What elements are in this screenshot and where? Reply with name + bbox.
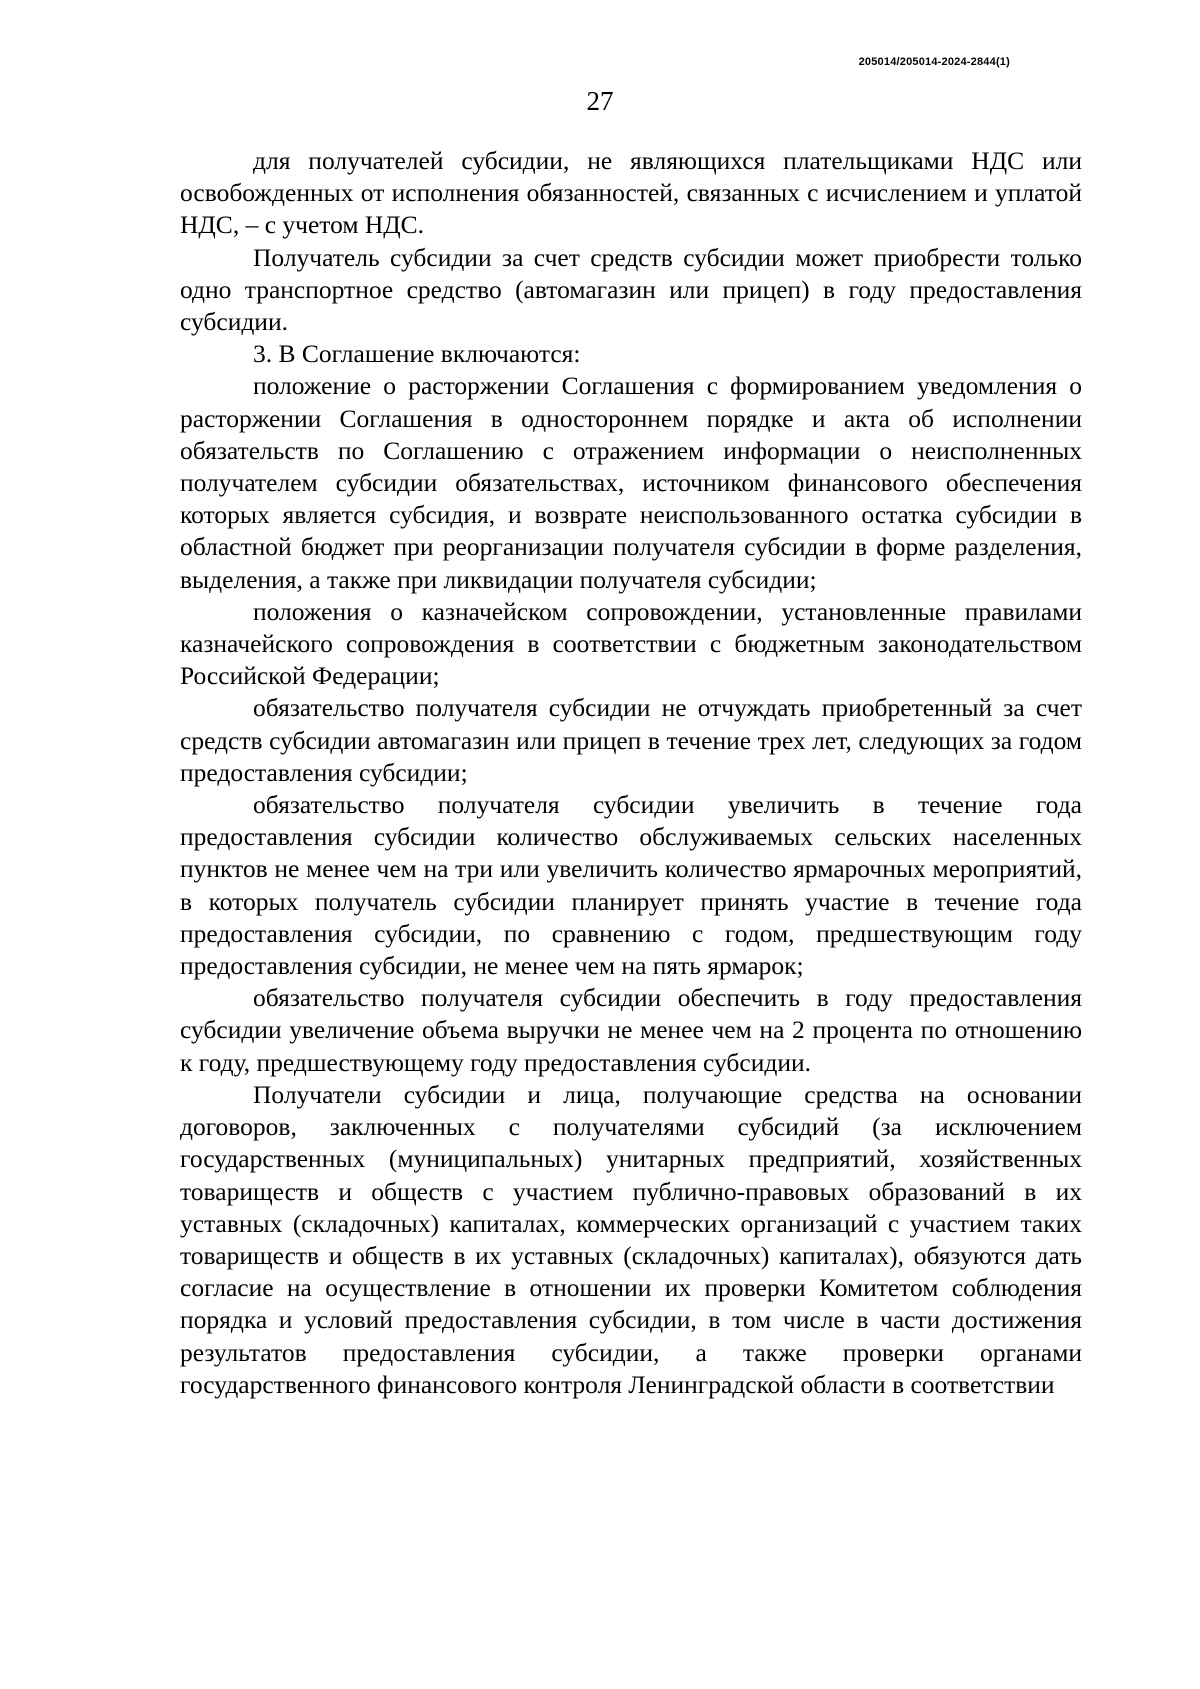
list-item: положения о казначейском сопровождении, установленные правилами казначейского сопровождения в соответствии с бюджетным законодательством Российской Федерации; xyxy=(180,596,1082,691)
paragraph: Получатель субсидии за счет средств субсидии может приобрести только одно транспортное средство (автомагазин или прицеп) в году предоставления субсидии. xyxy=(180,242,1082,337)
paragraph-continuation: для получателей субсидии, не являющихся плательщиками НДС или освобожденных от исполнения обязанностей, связанных с исчислением и уплатой НДС, – с учетом НДС. xyxy=(180,146,1082,240)
paragraph: Получатели субсидии и лица, получающие средства на основании договоров, заключенных с получателями субсидий (за исключением государственных (муниципальных) унитарных предприятий, хозяйственных товариществ и обществ с участием публично-правовых образований в их уставных (складочных) капиталах, коммерческих организаций с участием таких товариществ и обществ в их уставных (складочных) капиталах), обязуются дать согласие на осуществление в отношении их проверки Комитетом соблюдения порядка и условий предоставления субсидии, в том числе в части достижения результатов предоставления субсидии, а также проверки органами государственного финансового контроля Ленинградской области в соответствии xyxy=(180,1079,1082,1399)
list-item: обязательство получателя субсидии увеличить в течение года предоставления субсидии количество обслуживаемых сельских населенных пунктов не менее чем на три или увеличить количество ярмарочных мероприятий, в которых получатель субсидии планирует принять участие в течение года предоставления субсидии, по сравнению с годом, предшествующим году предоставления субсидии, не менее чем на пять ярмарок; xyxy=(180,790,1082,981)
page-number: 27 xyxy=(586,86,614,116)
paragraph-section-3: 3. В Соглашение включаются: xyxy=(253,339,581,369)
list-item: обязательство получателя субсидии обеспечить в году предоставления субсидии увеличение объема выручки не менее чем на 2 процента по отношению к году, предшествующему году предоставления субсидии. xyxy=(180,983,1082,1077)
document-body xyxy=(180,145,1082,1401)
document-id: 205014/205014-2024-2844(1) xyxy=(858,56,1010,68)
list-item: положение о расторжении Соглашения с формированием уведомления о расторжении Соглашения в одностороннем порядке и акта об исполнении обязательств по Соглашению с отражением информации о неисполненных получателем субсидии обязательствах, источником финансового обеспечения которых является субсидия, и возврате неиспользованного остатка субсидии в областной бюджет при реорганизации получателя субсидии в форме разделения, выделения, а также при ликвидации получателя субсидии; xyxy=(180,371,1082,594)
list-item: обязательство получателя субсидии не отчуждать приобретенный за счет средств субсидии автомагазин или прицеп в течение трех лет, следующих за годом предоставления субсидии; xyxy=(180,693,1082,787)
